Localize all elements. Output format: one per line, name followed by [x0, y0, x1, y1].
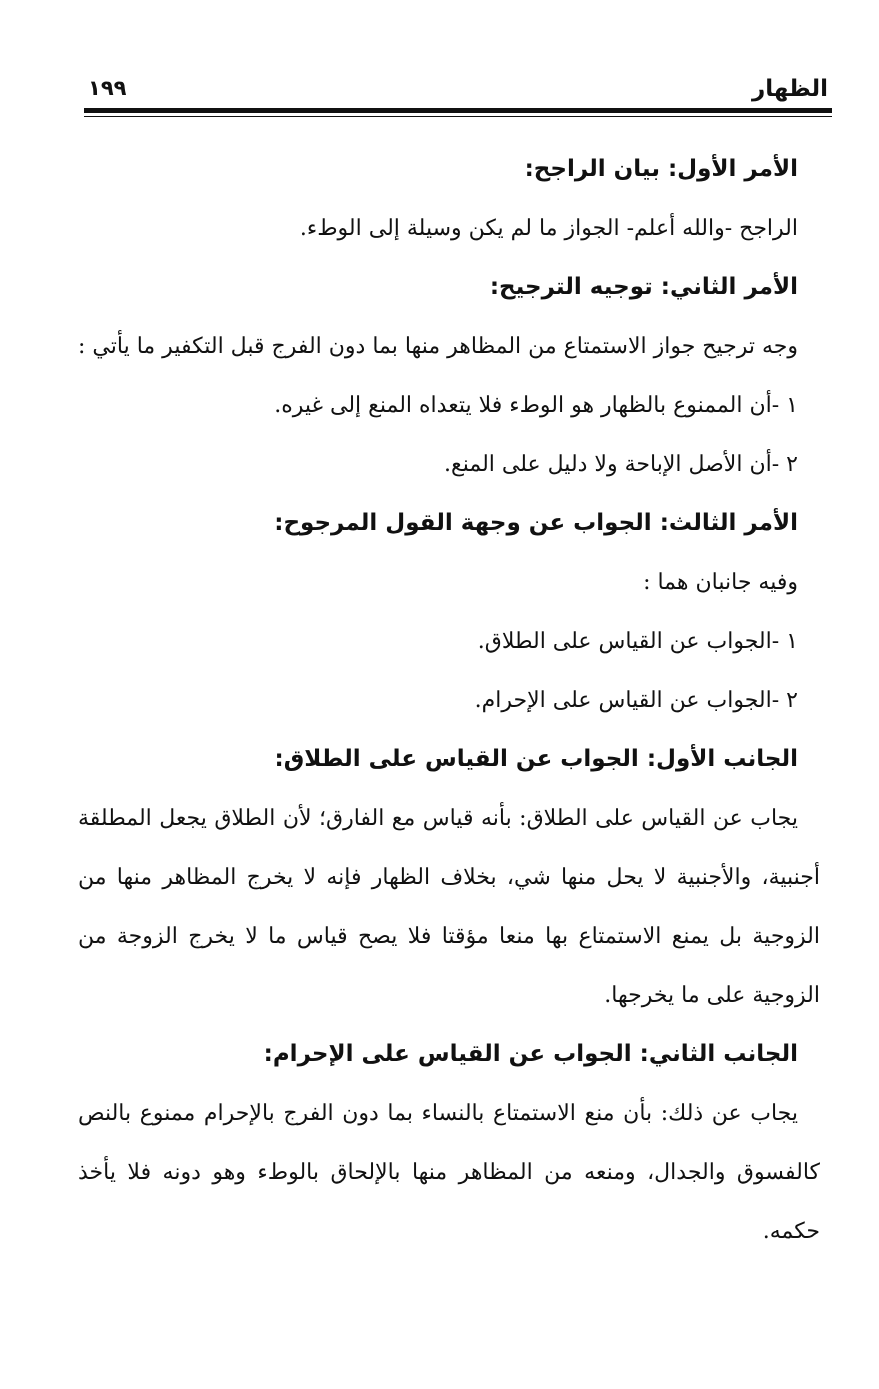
page-body: [78, 140, 820, 1261]
running-header: [84, 76, 832, 110]
header-rule-thick: [84, 108, 832, 113]
section-text-1: الراجح -والله أعلم- الجواز ما لم يكن وسيلة إلى الوطء.: [299, 216, 798, 241]
section-text-2: وجه ترجيح جواز الاستمتاع من المظاهر منها بما دون الفرج قبل التكفير ما يأتي :: [78, 334, 798, 359]
section-intro-3: وفيه جانبان هما :: [643, 570, 798, 595]
section-heading-1: الأمر الأول: بيان الراجح:: [524, 156, 798, 182]
section-heading-2: الأمر الثاني: توجيه الترجيح:: [489, 274, 798, 300]
list-item: ٢ -أن الأصل الإباحة ولا دليل على المنع.: [444, 452, 798, 477]
list-item: ١ -أن الممنوع بالظهار هو الوطء فلا يتعداه المنع إلى غيره.: [274, 393, 798, 418]
section-text-4: يجاب عن القياس على الطلاق: بأنه قياس مع الفارق؛ لأن الطلاق يجعل المطلقة أجنبية، والأجنبية لا يحل منها شي، بخلاف الظهار فإنه لا يخرج المظاهر منها من الزوجية بل يمنع الاستمتاع بها منعا مؤقتا فلا يصح قياس ما لا يخرج الزوجة من الزوجية على ما يخرجها.: [78, 806, 820, 1008]
section-text-5: يجاب عن ذلك: بأن منع الاستمتاع بالنساء بما دون الفرج بالإحرام ممنوع بالنص كالفسوق والجدال، ومنعه من المظاهر منها بالإلحاق بالوطء وهو دونه فلا يأخذ حكمه.: [78, 1101, 820, 1244]
list-item: ٢ -الجواب عن القياس على الإحرام.: [474, 688, 798, 713]
section-heading-5: الجانب الثاني: الجواب عن القياس على الإحرام:: [263, 1041, 798, 1067]
section-heading-3: الأمر الثالث: الجواب عن وجهة القول المرجوح:: [274, 510, 798, 536]
header-rule-thin: [84, 116, 832, 117]
page-number: ١٩٩: [88, 76, 127, 100]
list-item: ١ -الجواب عن القياس على الطلاق.: [477, 629, 798, 654]
chapter-title: الظهار: [752, 76, 828, 102]
section-heading-4: الجانب الأول: الجواب عن القياس على الطلاق:: [274, 746, 798, 772]
